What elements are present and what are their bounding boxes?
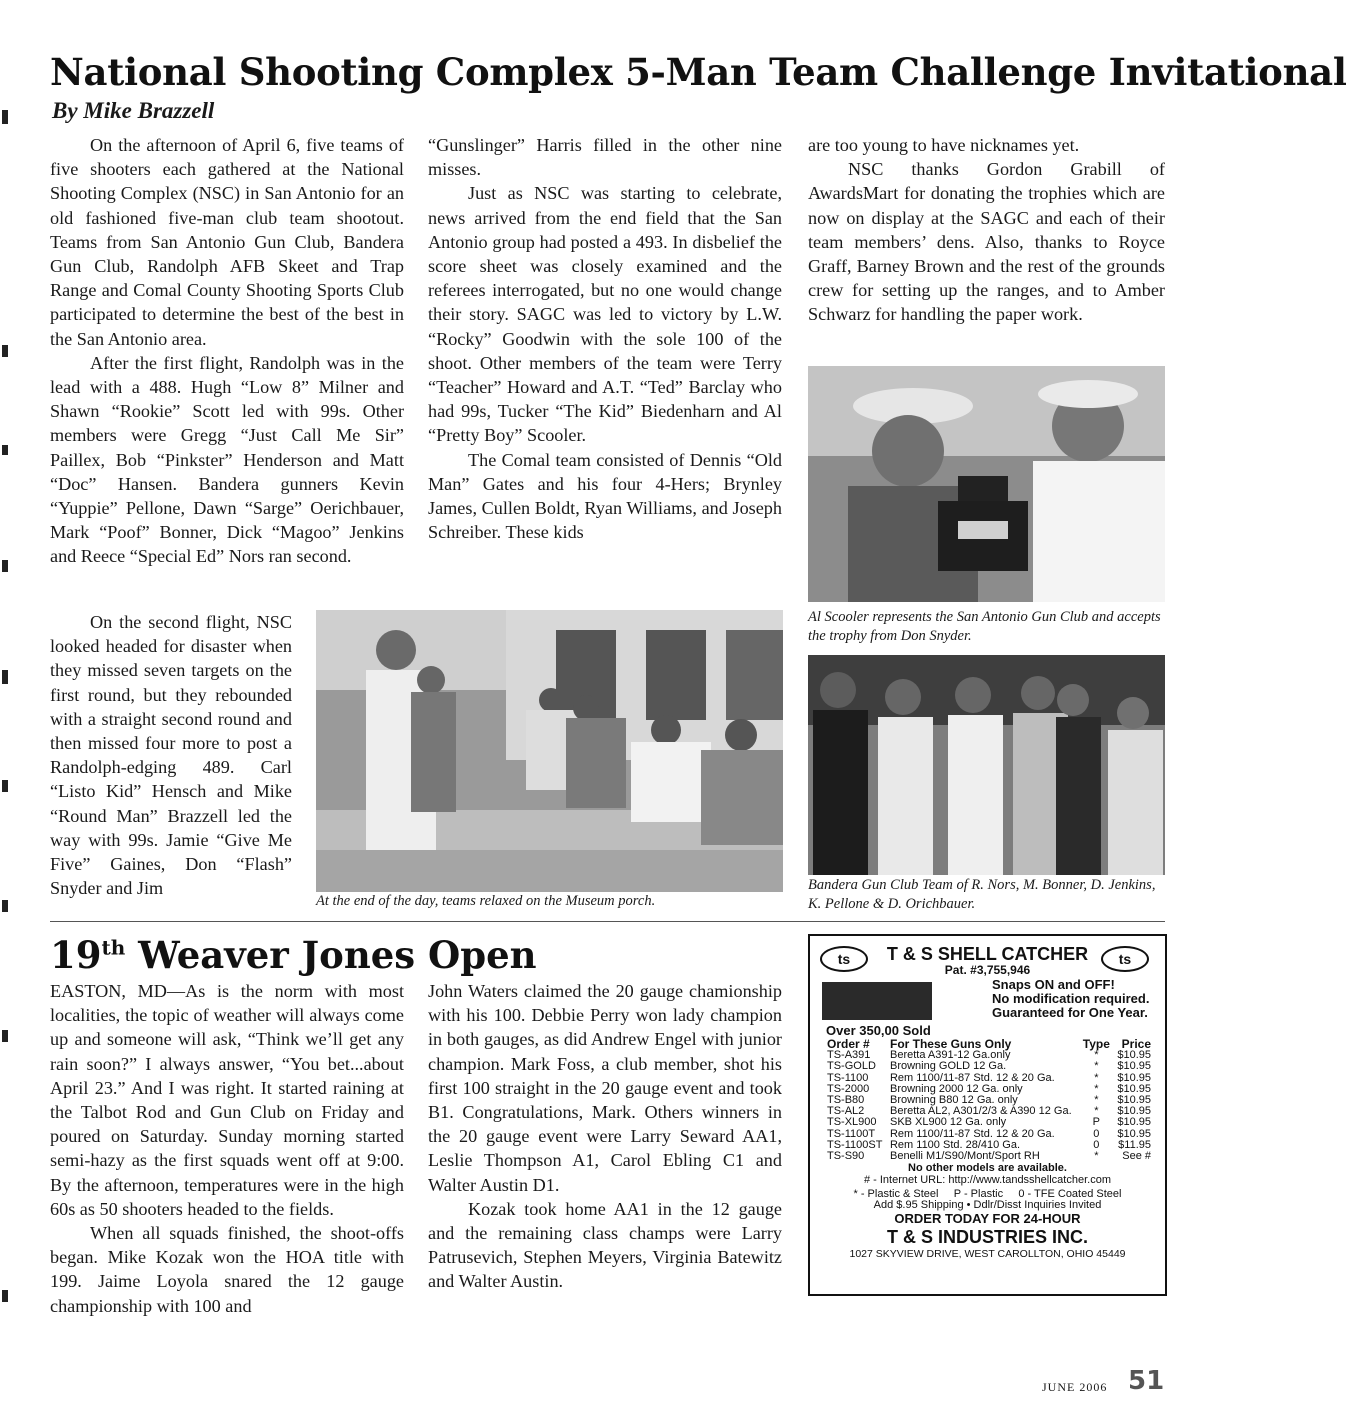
article1-column-1 [50, 133, 404, 569]
ad-table-cell: TS-XL900 [827, 1116, 877, 1129]
scan-mark [2, 110, 8, 124]
scan-mark [2, 670, 8, 684]
scan-mark [2, 1290, 8, 1302]
ad-table-cell: 0 [1093, 1127, 1100, 1140]
scan-mark [2, 900, 8, 912]
scan-mark [2, 1030, 8, 1042]
article2-title [50, 933, 537, 977]
bandera-team-photo [808, 655, 1165, 875]
ad-tagline-1: Snaps ON and OFF! [992, 977, 1115, 992]
ad-table-cell: * [1094, 1060, 1099, 1073]
ad-table-cell: $10.95 [1117, 1105, 1151, 1118]
ad-no-other: No other models are available. [908, 1162, 1067, 1174]
ad-sold-count: Over 350,00 Sold [826, 1023, 931, 1038]
article1-paragraph: NSC thanks Gordon Grabill of AwardsMart for donating the trophies which are now on display at the SAGC and each of their team members’ dens. Also, thanks to Royce Graff, Barney Brown and the rest of the grounds crew for setting up the ranges, and to Amber Schwarz for handling the paper work. [808, 159, 1165, 325]
footer-date: JUNE 2006 [1042, 1380, 1108, 1394]
ad-shipping: Add $.95 Shipping • Ddlr/Disst Inquiries Invited [873, 1199, 1102, 1211]
article1-column-1b [50, 610, 292, 900]
ad-table-cell: Browning 2000 12 Ga. only [889, 1082, 1023, 1095]
porch-photo-image [316, 610, 783, 892]
article2-column-2 [428, 979, 782, 1294]
ad-table-cell: Browning B80 12 Ga. only [889, 1094, 1018, 1107]
scan-mark [2, 445, 8, 455]
ad-table-cell: 0 [1093, 1138, 1100, 1151]
ad-table-cell: Beretta AL2, A301/2/3 & A390 12 Ga. [889, 1105, 1072, 1118]
ad-tagline-2: No modification required. [992, 991, 1150, 1006]
article1-column-2 [428, 133, 782, 544]
article2-paragraph: John Waters claimed the 20 gauge chamionship with his 100. Debbie Perry won lady champion in both gauges, as did Andrew Engel with junior champion. Mark Foss, a club member, shot his first 100 straight in the 20 gauge event and took B1. Congratulations, Mark. Others winners in the 20 gauge event were Larry Seward AA1, Leslie Thompson A1, Carol Ebling C1 and Walter Austin D1. [428, 981, 782, 1195]
ad-table-row [824, 1117, 1154, 1128]
ad-url[interactable]: # - Internet URL: http://www.tandsshellcatcher.com [863, 1174, 1111, 1186]
article1-title: National Shooting Complex 5-Man Team Challenge Invitational [50, 50, 1347, 94]
section-divider [50, 921, 1165, 922]
ad-table-cell: TS-AL2 [827, 1105, 865, 1118]
bandera-caption: Bandera Gun Club Team of R. Nors, M. Bonner, D. Jenkins, K. Pellone & D. Orichbauer. [808, 877, 1156, 912]
ad-table-cell: TS-B80 [827, 1094, 865, 1107]
article1-paragraph: On the afternoon of April 6, five teams of five shooters each gathered at the National Shooting Complex (NSC) in San Antonio for an old fashioned five-man club team shootout. Teams from San Antonio Gun Club, Bandera Gun Club, Randolph AFB Skeet and Trap Range and Comal County Shooting Sports Club participated to determine the best of the best in the San Antonio area. [50, 135, 404, 349]
article2-paragraph: Kozak took home AA1 in the 12 gauge and the remaining class champs were Larry Patrusevich, Stephen Meyers, Virginia Batewitz and Walter Austin. [428, 1198, 782, 1292]
porch-caption: At the end of the day, teams relaxed on the Museum porch. [316, 893, 656, 909]
article2-title-text: Weaver Jones Open [125, 933, 537, 977]
ad-table-cell: Rem 1100/11-87 Std. 12 & 20 Ga. [889, 1127, 1055, 1140]
ad-order-today: ORDER TODAY FOR 24-HOUR [894, 1211, 1081, 1226]
ad-table-cell: $10.95 [1117, 1116, 1151, 1129]
article1-paragraph: After the first flight, Randolph was in the lead with a 488. Hugh “Low 8” Milner and Shawn “Rookie” Scott led with 99s. Other members were Gregg “Just Call Me Sir” Paillex, Bob “Pinkster” Henderson and Matt “Doc” Hansen. Bandera gunners Kevin “Yuppie” Pellone, Dawn “Sarge” Oerichbauer, Mark “Poof” Bonner, Dick “Magoo” Jenkins and Reece “Special Ed” Nors ran second. [50, 352, 404, 567]
ad-tagline-3: Guaranteed for One Year. [992, 1005, 1148, 1020]
ad-col-header: Type [1082, 1037, 1110, 1051]
article1-paragraph: are too young to have nicknames yet. [808, 135, 1080, 155]
ad-table-cell: * [1094, 1082, 1099, 1095]
ad-table-cell: TS-1100T [827, 1127, 876, 1140]
article2-title-suffix: th [101, 935, 126, 960]
article2-column-1 [50, 979, 404, 1318]
ad-table-cell: $10.95 [1117, 1127, 1151, 1140]
page-number: 51 [1128, 1366, 1165, 1396]
ad-table-row [824, 1151, 1154, 1162]
ad-table-cell: Beretta A391-12 Ga.only [889, 1049, 1011, 1062]
article2-title-number: 19 [50, 933, 102, 977]
ts-logo-right: ts [1101, 946, 1149, 972]
bandera-photo-image [808, 655, 1165, 875]
ad-legend: * - Plastic & Steel P - Plastic 0 - TFE Coated Steel [853, 1188, 1122, 1200]
article1-byline: By Mike Brazzell [52, 98, 215, 123]
ad-table-cell: $10.95 [1117, 1071, 1151, 1084]
article2-paragraph: EASTON, MD—As is the norm with most localities, the topic of weather will always come up and someone will ask, “Think we’ll get any rain soon?” I always answer, “You bet...about April 23.” And I was right. It started raining at the Talbot Rod and Gun Club on Friday and poured on Saturday. Sunday morning started semi-hazy as the first squads went off at 9:00. By the afternoon, temperatures were in the high 60s as 50 shooters headed to the fields. [50, 981, 404, 1219]
ad-col-header: Order # [827, 1037, 870, 1051]
ad-table-cell: TS-A391 [827, 1049, 871, 1062]
ad-table-cell: * [1094, 1105, 1099, 1118]
ad-table-cell: $10.95 [1117, 1060, 1151, 1073]
ts-logo-left: ts [820, 946, 868, 972]
article2-paragraph: When all squads finished, the shoot-offs began. Mike Kozak won the HOA title with 199. Jaime Loyola snared the 12 gauge championship with 100 and [50, 1223, 404, 1316]
ad-table-cell: * [1094, 1150, 1099, 1163]
ad-col-header: Price [1121, 1037, 1151, 1051]
article1-column-3 [808, 133, 1165, 327]
ad-col-header: For These Guns Only [889, 1037, 1012, 1051]
ad-company: T & S INDUSTRIES INC. [886, 1227, 1088, 1247]
article1-paragraph: On the second flight, NSC looked headed for disaster when they missed seven targets on the first round, but they rebounded with a straight second round and then missed four more to post a Randolph-edging 489. Carl “Listo Kid” Hensch and Mike “Round Man” Brazzell led the way with 99s. Jamie “Give Me Five” Gaines, Don “Flash” Snyder and Jim [50, 612, 292, 899]
ad-table-cell: * [1094, 1071, 1099, 1084]
ad-table-cell: Rem 1100/11-87 Std. 12 & 20 Ga. [889, 1071, 1055, 1084]
ad-table-row [824, 1061, 1154, 1072]
shell-catcher-product-image [822, 982, 932, 1020]
article1-paragraph: The Comal team consisted of Dennis “Old Man” Gates and his four 4-Hers; Brynley James, Cullen Boldt, Ryan Williams, and Joseph Schreiber. These kids [428, 449, 782, 543]
ad-table-cell: TS-1100 [827, 1071, 869, 1084]
porch-photo [316, 610, 783, 892]
ad-table-cell: * [1094, 1094, 1099, 1107]
ad-table-cell: $10.95 [1117, 1082, 1151, 1095]
ad-table-cell: TS-1100ST [827, 1138, 883, 1151]
ad-table-cell: $10.95 [1117, 1094, 1151, 1107]
ad-table-cell: $10.95 [1117, 1049, 1151, 1062]
trophy-photo-image [808, 366, 1165, 602]
article1-paragraph: Just as NSC was starting to celebrate, news arrived from the end field that the San Antonio group had posted a 493. In disbelief the score sheet was closely examined and the referees interrogated, but no one would change their story. SAGC was led to victory by L.W. “Rocky” Goodwin with the sole 100 of the shoot. Other members of the team were Terry “Teacher” Howard and A.T. “Ted” Barclay who had 99s, Tucker “The Kid” Biedenharn and Al “Pretty Boy” Scooler. [428, 183, 782, 446]
scan-mark [2, 345, 8, 357]
article1-paragraph: “Gunslinger” Harris filled in the other nine misses. [428, 135, 782, 180]
ad-table-cell: P [1092, 1116, 1100, 1129]
ad-table-cell: $11.95 [1118, 1138, 1151, 1151]
ad-table-cell: TS-GOLD [827, 1060, 876, 1073]
trophy-caption: Al Scooler represents the San Antonio Gun Club and accepts the trophy from Don Snyder. [808, 609, 1161, 644]
scan-mark [2, 780, 8, 792]
ad-price-table [824, 1039, 1154, 1162]
ad-table-cell: Benelli M1/S90/Mont/Sport RH [889, 1150, 1040, 1163]
ad-title: T & S SHELL CATCHER [886, 944, 1089, 964]
ad-table-cell: See # [1122, 1150, 1151, 1163]
ad-table-cell: TS-S90 [827, 1150, 865, 1163]
ad-table-cell: Rem 1100 Std. 28/410 Ga. [889, 1138, 1021, 1151]
shell-catcher-ad [808, 934, 1167, 1296]
ad-table-cell: * [1094, 1049, 1099, 1062]
ad-table-cell: Browning GOLD 12 Ga. [889, 1060, 1007, 1073]
ad-address: 1027 SKYVIEW DRIVE, WEST CAROLLTON, OHIO 45449 [849, 1248, 1126, 1260]
ad-table-cell: SKB XL900 12 Ga. only [889, 1116, 1007, 1129]
scan-mark [2, 560, 8, 572]
ad-patent: Pat. #3,755,946 [944, 963, 1031, 977]
trophy-photo [808, 366, 1165, 602]
ad-table-cell: TS-2000 [827, 1082, 870, 1095]
